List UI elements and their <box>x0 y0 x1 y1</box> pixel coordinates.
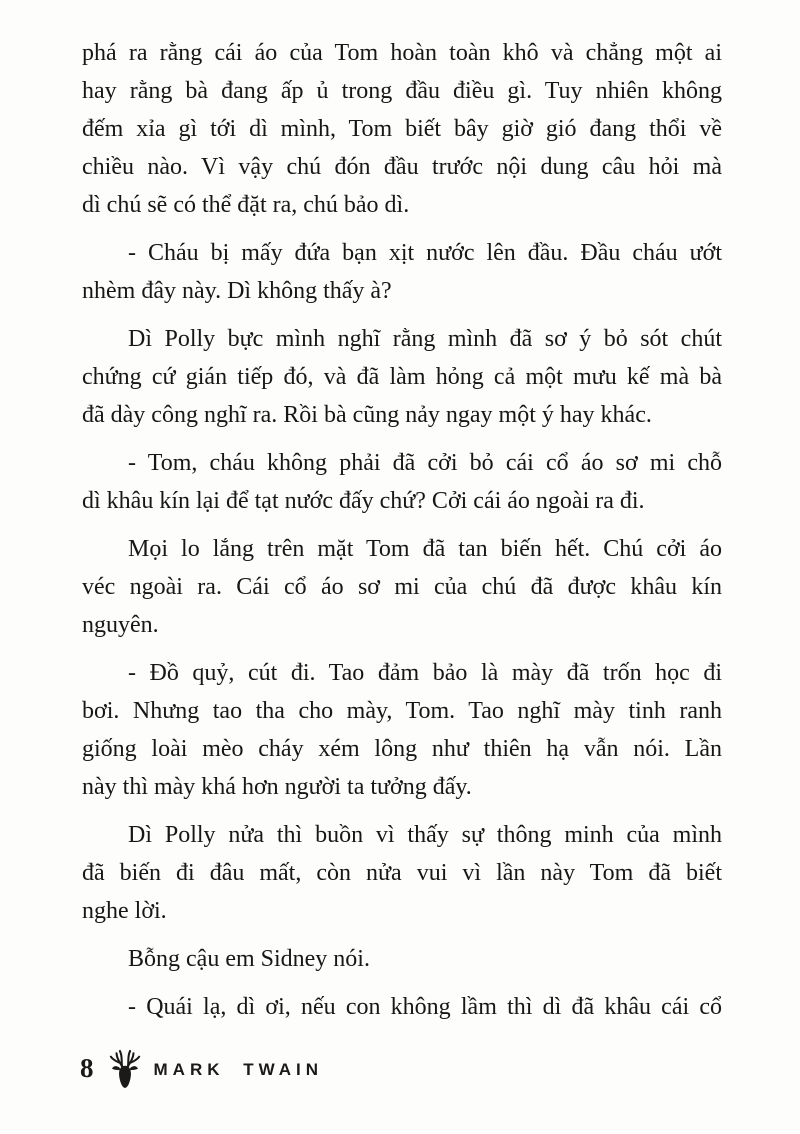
text-line: - Tom, cháu không phải đã cởi bỏ cái cổ áo sơ mi chỗ <box>128 450 722 476</box>
paragraph <box>82 530 722 644</box>
text-line: dì chú sẽ có thể đặt ra, chú bảo dì. <box>82 192 410 218</box>
text-line: đã biến đi đâu mất, còn nửa vui vì lần này Tom đã biết <box>82 860 722 886</box>
paragraph <box>82 320 722 434</box>
text-line: chiều nào. Vì vậy chú đón đầu trước nội dung câu hỏi mà <box>82 154 722 180</box>
text-line: này thì mày khá hơn người ta tưởng đấy. <box>82 774 472 800</box>
page-number: 8 <box>80 1052 94 1083</box>
paragraph <box>82 234 722 310</box>
page-footer <box>80 1046 323 1090</box>
text-line: Bỗng cậu em Sidney nói. <box>128 946 370 972</box>
paragraph <box>82 444 722 520</box>
paragraph <box>82 988 722 1026</box>
paragraph <box>82 816 722 930</box>
text-line: giống loài mèo cháy xém lông như thiên hạ vẫn nói. Lần <box>82 736 722 762</box>
text-line: chứng cứ gián tiếp đó, và đã làm hỏng cả một mưu kế mà bà <box>82 364 722 390</box>
paragraph <box>82 940 722 978</box>
text-line: Dì Polly nửa thì buồn vì thấy sự thông minh của mình <box>128 822 722 848</box>
text-line: nghe lời. <box>82 898 167 924</box>
page-text <box>82 34 722 1036</box>
paragraph <box>82 654 722 806</box>
stag-icon <box>108 1046 142 1090</box>
text-line: nguyên. <box>82 612 159 638</box>
text-line: - Cháu bị mấy đứa bạn xịt nước lên đầu. Đầu cháu ướt <box>128 240 722 266</box>
text-line: nhèm đây này. Dì không thấy à? <box>82 278 392 304</box>
text-line: - Đồ quỷ, cút đi. Tao đảm bảo là mày đã trốn học đi <box>128 660 722 686</box>
text-line: phá ra rằng cái áo của Tom hoàn toàn khô và chẳng một ai <box>82 40 722 66</box>
text-line: đã dày công nghĩ ra. Rồi bà cũng nảy ngay một ý hay khác. <box>82 402 652 428</box>
text-line: bơi. Nhưng tao tha cho mày, Tom. Tao nghĩ mày tinh ranh <box>82 698 722 724</box>
text-line: - Quái lạ, dì ơi, nếu con không lầm thì dì đã khâu cái cổ <box>128 994 722 1020</box>
text-line: đếm xỉa gì tới dì mình, Tom biết bây giờ gió đang thổi về <box>82 116 722 142</box>
text-line: véc ngoài ra. Cái cổ áo sơ mi của chú đã được khâu kín <box>82 574 722 600</box>
author-name: MARK TWAIN <box>153 1059 323 1079</box>
text-line: hay rằng bà đang ấp ủ trong đầu điều gì. Tuy nhiên không <box>82 78 722 104</box>
paragraph <box>82 34 722 224</box>
text-line: dì khâu kín lại để tạt nước đấy chứ? Cởi cái áo ngoài ra đi. <box>82 488 645 514</box>
text-line: Mọi lo lắng trên mặt Tom đã tan biến hết. Chú cởi áo <box>128 536 722 562</box>
text-line: Dì Polly bực mình nghĩ rằng mình đã sơ ý bỏ sót chút <box>128 326 722 352</box>
